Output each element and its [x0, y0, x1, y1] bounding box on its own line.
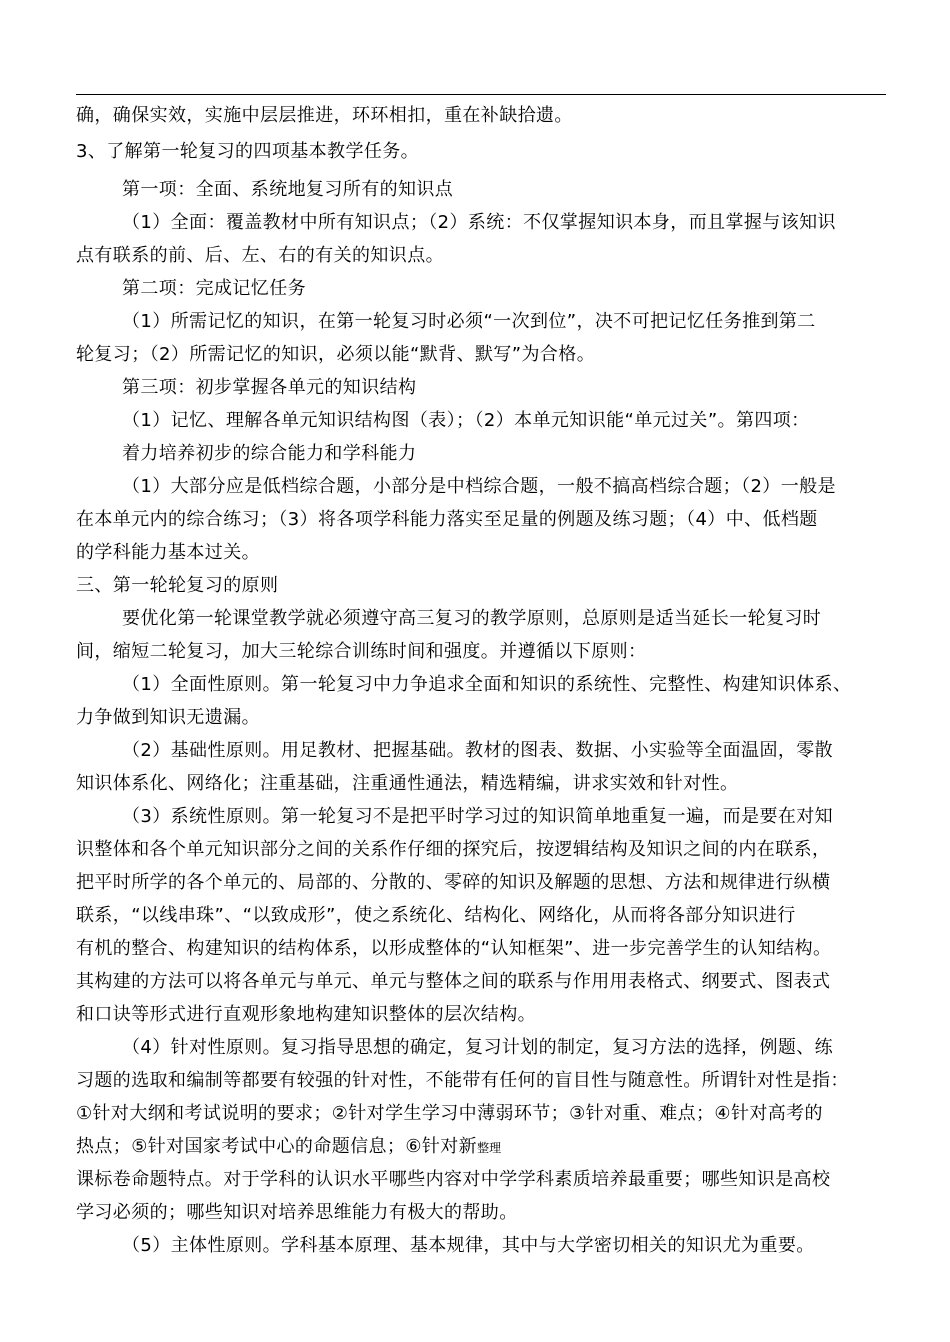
text-line: 习题的选取和编制等都要有较强的针对性，不能带有任何的盲目性与随意性。所谓针对性是指：: [76, 1070, 849, 1091]
section-heading: 着力培养初步的综合能力和学科能力: [122, 443, 417, 464]
inline-note: 整理: [477, 1141, 502, 1155]
header-rule: [76, 94, 886, 95]
text-line: （1）记忆、理解各单元知识结构图（表）；（2）本单元知识能“单元过关”。第四项：: [122, 410, 810, 431]
section-heading: 三、第一轮轮复习的原则: [76, 575, 279, 596]
text-line: 间，缩短二轮复习，加大三轮综合训练时间和强度。并遵循以下原则：: [76, 641, 647, 662]
text-line: 识整体和各个单元知识部分之间的关系作仔细的探究后，按逻辑结构及知识之间的内在联系，: [76, 839, 831, 860]
text-line: ①针对大纲和考试说明的要求；②针对学生学习中薄弱环节；③针对重、难点；④针对高考的: [76, 1103, 823, 1124]
section-heading: 第一项：全面、系统地复习所有的知识点: [122, 179, 454, 200]
text-line: 力争做到知识无遗漏。: [76, 707, 260, 728]
text-line: （2）基础性原则。用足教材、把握基础。教材的图表、数据、小实验等全面温固，零散: [122, 740, 834, 761]
text-line: 轮复习；（2）所需记忆的知识，必须以能“默背、默写”为合格。: [76, 344, 596, 365]
section-heading: 第二项：完成记忆任务: [122, 278, 306, 299]
text-line: 学习必须的；哪些知识对培养思维能力有极大的帮助。: [76, 1202, 518, 1223]
text-line: 要优化第一轮课堂教学就必须遵守高三复习的教学原则，总原则是适当延长一轮复习时: [122, 608, 822, 629]
section-heading: 第三项：初步掌握各单元的知识结构: [122, 377, 417, 398]
text-line: 在本单元内的综合练习；（3）将各项学科能力落实至足量的例题及练习题；（4）中、低档题: [76, 509, 818, 530]
text-line: （1）全面性原则。第一轮复习中力争追求全面和知识的系统性、完整性、构建知识体系、: [122, 674, 852, 695]
text-line: （5）主体性原则。学科基本原理、基本规律，其中与大学密切相关的知识尤为重要。: [122, 1235, 815, 1256]
text-line: （1）所需记忆的知识，在第一轮复习时必须“一次到位”，决不可把记忆任务推到第二: [122, 311, 816, 332]
text-span: 热点；⑤针对国家考试中心的命题信息；⑥针对新: [76, 1136, 478, 1157]
text-line: （3）系统性原则。第一轮复习不是把平时学习过的知识简单地重复一遍，而是要在对知: [122, 806, 834, 827]
text-line: [76, 1137, 501, 1158]
text-line: 其构建的方法可以将各单元与单元、单元与整体之间的联系与作用用表格式、纲要式、图表式: [76, 971, 831, 992]
text-line: 点有联系的前、后、左、右的有关的知识点。: [76, 245, 444, 266]
text-line: 有机的整合、构建知识的结构体系，以形成整体的“认知框架”、进一步完善学生的认知结构。: [76, 938, 832, 959]
text-line: 把平时所学的各个单元的、局部的、分散的、零碎的知识及解题的思想、方法和规律进行纵横: [76, 872, 831, 893]
text-line: 知识体系化、网络化；注重基础，注重通性通法，精选精编，讲求实效和针对性。: [76, 773, 739, 794]
text-line: （1）大部分应是低档综合题，小部分是中档综合题，一般不搞高档综合题；（2）一般是: [122, 476, 836, 497]
text-line: 3、了解第一轮复习的四项基本教学任务。: [76, 141, 420, 162]
text-line: 联系，“以线串珠”、“以致成形”，使之系统化、结构化、网络化，从而将各部分知识进行: [76, 905, 796, 926]
text-line: 和口诀等形式进行直观形象地构建知识整体的层次结构。: [76, 1004, 536, 1025]
text-line: 的学科能力基本过关。: [76, 542, 260, 563]
text-line: （1）全面：覆盖教材中所有知识点；（2）系统：不仅掌握知识本身，而且掌握与该知识: [122, 212, 836, 233]
text-line: 课标卷命题特点。对于学科的认识水平哪些内容对中学学科素质培养最重要；哪些知识是高校: [76, 1169, 831, 1190]
text-line: 确，确保实效，实施中层层推进，环环相扣，重在补缺拾遗。: [76, 105, 573, 126]
text-line: （4）针对性原则。复习指导思想的确定，复习计划的制定，复习方法的选择，例题、练: [122, 1037, 834, 1058]
